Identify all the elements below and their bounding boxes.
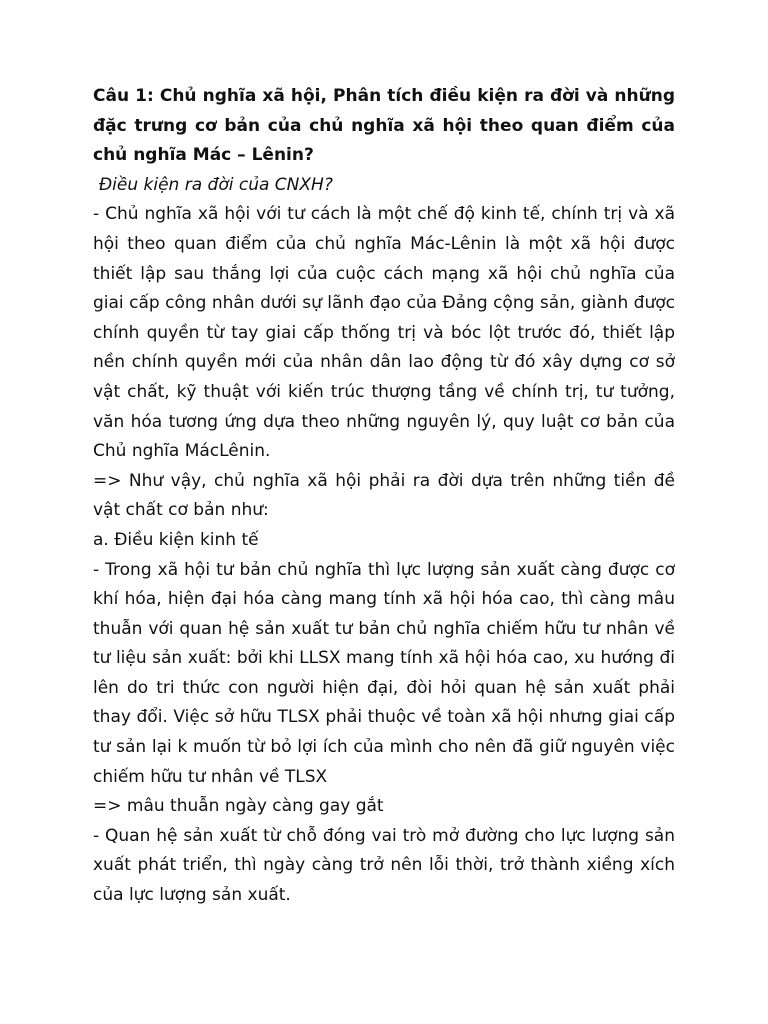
body-paragraph: => mâu thuẫn ngày càng gay gắt: [93, 796, 384, 817]
body-paragraph: - Quan hệ sản xuất từ chỗ đóng vai trò mở đường cho lực lượng sản xuất phát triển, thì ngày càng trở nên lỗi thời, trở thành xiềng xích của lực lượng sản xuất.: [93, 825, 675, 906]
body-paragraph: - Chủ nghĩa xã hội với tư cách là một chế độ kinh tế, chính trị và xã hội theo quan điểm của chủ nghĩa Mác-Lênin là một xã hội được thiết lập sau thắng lợi của cuộc cách mạng xã hội chủ nghĩa của giai cấp công nhân dưới sự lãnh đạo của Đảng cộng sản, giành được chính quyền từ tay giai cấp thống trị và bóc lột trước đó, thiết lập nền chính quyền mới của nhân dân lao động từ đó xây dựng cơ sở vật chất, kỹ thuật với kiến trúc thượng tầng về chính trị, tư tưởng, văn hóa tương ứng dựa theo những nguyên lý, quy luật cơ bản của Chủ nghĩa MácLênin.: [93, 204, 675, 462]
section-heading: a. Điều kiện kinh tế: [93, 529, 259, 550]
document-page: [93, 82, 675, 911]
body-paragraph: => Như vậy, chủ nghĩa xã hội phải ra đời dựa trên những tiền đề vật chất cơ bản như:: [93, 470, 675, 521]
section-subheading: Điều kiện ra đời của CNXH?: [99, 174, 333, 195]
body-paragraph: - Trong xã hội tư bản chủ nghĩa thì lực lượng sản xuất càng được cơ khí hóa, hiện đại hóa càng mang tính xã hội hóa cao, thì càng mâu thuẫn với quan hệ sản xuất tư bản chủ nghĩa chiếm hữu tư nhân về tư liệu sản xuất: bởi khi LLSX mang tính xã hội hóa cao, xu hướng đi lên do tri thức con người hiện đại, đòi hỏi quan hệ sản xuất phải thay đổi. Việc sở hữu TLSX phải thuộc về toàn xã hội nhưng giai cấp tư sản lại k muốn từ bỏ lợi ích của mình cho nên đã giữ nguyên việc chiếm hữu tư nhân về TLSX: [93, 559, 675, 787]
question-title: Câu 1: Chủ nghĩa xã hội, Phân tích điều kiện ra đời và những đặc trưng cơ bản của chủ nghĩa xã hội theo quan điểm của chủ nghĩa Mác – Lênin?: [93, 86, 675, 166]
